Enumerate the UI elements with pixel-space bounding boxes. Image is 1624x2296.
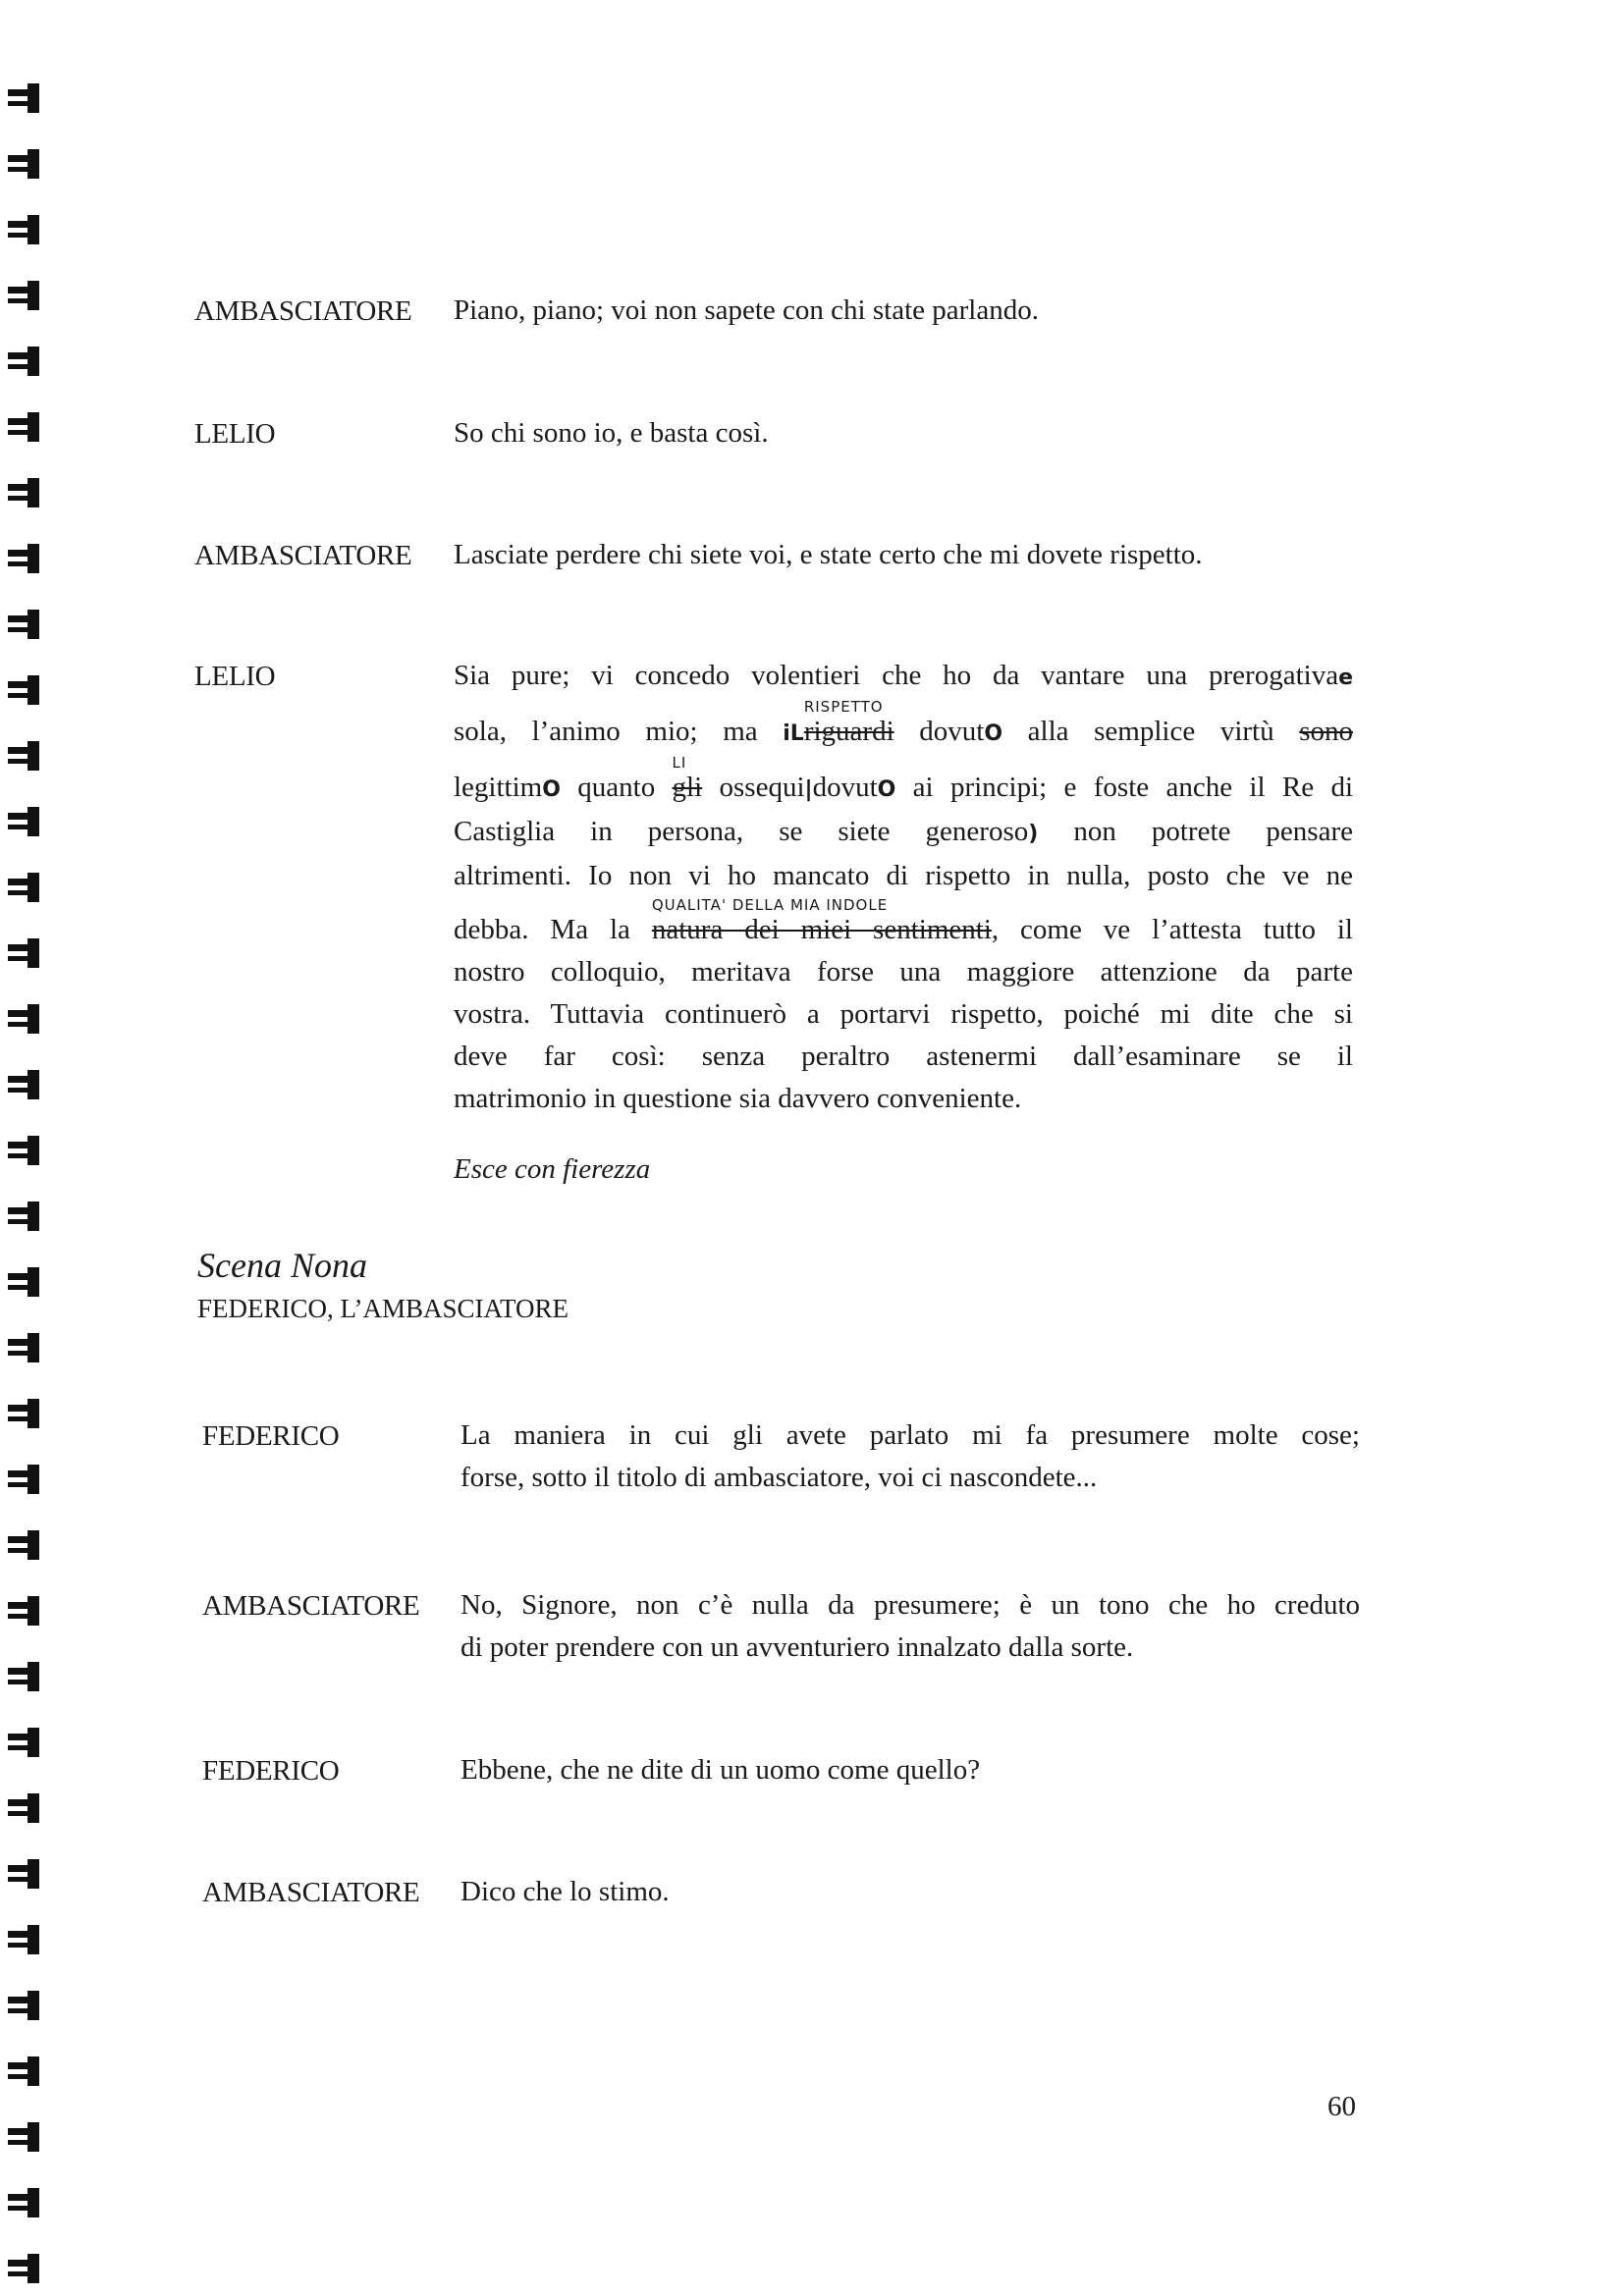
text-segment: altrimenti. Io non vi ho mancato di rispetto in nulla, posto che ve ne xyxy=(454,860,1353,891)
speech-line xyxy=(460,1457,1360,1499)
speaker-name: AMBASCIATORE xyxy=(194,295,412,327)
speech-text xyxy=(454,412,769,454)
handwritten-mark: O xyxy=(877,777,896,802)
binding-ring xyxy=(4,1662,47,1691)
speech-line xyxy=(454,699,1353,755)
handwritten-mark: iL xyxy=(783,721,804,746)
binding-ring xyxy=(4,281,47,310)
speech-line xyxy=(454,1078,1353,1120)
text-segment: Sia pure; vi concedo volentieri che ho da vantare una prerogativa xyxy=(454,660,1339,691)
stage-direction: Esce con fierezza xyxy=(454,1153,651,1185)
text-segment: So chi sono io, e basta così. xyxy=(454,417,769,449)
binding-ring xyxy=(4,741,47,771)
speech-text xyxy=(454,290,1039,332)
speaker-name: AMBASCIATORE xyxy=(202,1590,420,1622)
handwritten-mark: ) xyxy=(1028,822,1039,846)
binding-ring xyxy=(4,807,47,836)
speech-line xyxy=(454,993,1353,1036)
speech-line xyxy=(460,1415,1360,1457)
speech-text xyxy=(460,1584,1360,1669)
speech-line xyxy=(460,1749,980,1791)
binding-ring xyxy=(4,1596,47,1626)
scene-characters: FEDERICO, L’AMBASCIATORE xyxy=(197,1294,569,1323)
binding-ring xyxy=(4,83,47,113)
text-segment: Lasciate perdere chi siete voi, e state certo che mi dovete rispetto. xyxy=(454,539,1203,570)
binding-ring xyxy=(4,544,47,573)
speech-line xyxy=(460,1584,1360,1627)
binding-ring xyxy=(4,2254,47,2283)
binding-ring xyxy=(4,1859,47,1889)
page-number: 60 xyxy=(1327,2091,1356,2122)
binding-ring xyxy=(4,1004,47,1034)
speech-line xyxy=(454,897,1353,951)
text-segment: matrimonio in questione sia davvero conveniente. xyxy=(454,1083,1022,1114)
speech-line xyxy=(454,811,1353,855)
text-segment: ai principi; e foste anche il Re di xyxy=(895,772,1353,803)
speech-line xyxy=(454,412,769,454)
binding-ring xyxy=(4,938,47,968)
handwritten-annotation: RISPETTO xyxy=(803,698,884,716)
text-segment: ossequi xyxy=(702,772,805,803)
speaker-name: AMBASCIATORE xyxy=(194,540,412,571)
text-segment: No, Signore, non c’è nulla da presumere; è un tono che ho creduto xyxy=(460,1589,1360,1621)
binding-ring xyxy=(4,1201,47,1231)
binding-ring xyxy=(4,1136,47,1165)
handwritten-correction xyxy=(803,698,894,747)
text-segment: sola, l’animo mio; ma xyxy=(454,716,784,747)
binding-ring xyxy=(4,2056,47,2086)
struck-text: riguardi xyxy=(803,716,894,747)
binding-ring xyxy=(4,347,47,376)
struck-text: natura dei miei sentimenti xyxy=(651,914,992,945)
speech-line xyxy=(454,1036,1353,1078)
binding-ring xyxy=(4,2188,47,2217)
text-segment: La maniera in cui gli avete parlato mi fa presumere molte cose; xyxy=(460,1419,1360,1451)
text-segment: , come ve l’attesta tutto il xyxy=(991,914,1353,945)
text-segment: vostra. Tuttavia continuerò a portarvi rispetto, poiché mi dite che si xyxy=(454,998,1353,1030)
binding-ring xyxy=(4,2122,47,2152)
text-segment: dovut xyxy=(893,716,985,747)
text-segment: dovut xyxy=(812,772,878,803)
handwritten-annotation: LI xyxy=(672,754,687,772)
struck-text: sono xyxy=(1299,716,1354,747)
speech-line xyxy=(454,290,1039,332)
handwritten-mark: | xyxy=(804,777,813,802)
text-segment: nostro colloquio, meritava forse una maggiore attenzione da parte xyxy=(454,956,1353,988)
text-segment: di poter prendere con un avventuriero innalzato dalla sorte. xyxy=(460,1631,1134,1663)
speech-line xyxy=(460,1871,670,1913)
speech-text xyxy=(454,534,1203,576)
binding-ring xyxy=(4,1925,47,1954)
handwritten-mark: O xyxy=(984,721,1003,746)
text-segment: alla semplice virtù xyxy=(1002,716,1300,747)
handwritten-annotation: QUALITA' DELLA MIA INDOLE xyxy=(651,896,889,914)
speech-line xyxy=(454,534,1203,576)
text-segment: Castiglia in persona, se siete generoso xyxy=(454,816,1029,847)
speech-text xyxy=(454,655,1353,1120)
binding-ring xyxy=(4,215,47,244)
binding-ring xyxy=(4,1399,47,1428)
speech-text xyxy=(460,1415,1360,1499)
binding-ring xyxy=(4,1728,47,1757)
binding-ring xyxy=(4,873,47,902)
binding-ring xyxy=(4,478,47,507)
text-segment: forse, sotto il titolo di ambasciatore, voi ci nascondete... xyxy=(460,1462,1098,1493)
speech-line xyxy=(454,655,1353,699)
text-segment: Dico che lo stimo. xyxy=(460,1876,670,1907)
handwritten-correction xyxy=(672,754,703,803)
binding-ring xyxy=(4,1530,47,1560)
text-segment: quanto xyxy=(560,772,673,803)
text-segment: debba. Ma la xyxy=(454,914,652,945)
scene-title: Scena Nona xyxy=(197,1246,367,1285)
binding-ring xyxy=(4,675,47,705)
struck-text: gli xyxy=(672,772,703,803)
speech-line xyxy=(454,755,1353,811)
speaker-name: LELIO xyxy=(194,418,276,450)
speech-line xyxy=(460,1627,1360,1669)
text-segment: Ebbene, che ne dite di un uomo come quello? xyxy=(460,1754,981,1786)
binding-ring xyxy=(4,1991,47,2020)
text-segment: Piano, piano; voi non sapete con chi state parlando. xyxy=(454,294,1039,326)
binding-ring xyxy=(4,1465,47,1494)
text-segment: non potrete pensare xyxy=(1038,816,1353,847)
text-segment: legittim xyxy=(454,772,543,803)
binding-ring xyxy=(4,1793,47,1823)
binding-ring xyxy=(4,149,47,179)
binding-ring xyxy=(4,1267,47,1297)
binding-ring xyxy=(4,1070,47,1099)
binding-ring xyxy=(4,610,47,639)
speaker-name: FEDERICO xyxy=(202,1420,340,1452)
speech-line xyxy=(454,951,1353,993)
speech-text xyxy=(460,1871,670,1913)
handwritten-mark: O xyxy=(542,777,561,802)
handwritten-correction xyxy=(651,896,992,945)
speech-text xyxy=(460,1749,980,1791)
speaker-name: FEDERICO xyxy=(202,1755,340,1787)
handwritten-mark: e xyxy=(1338,666,1353,690)
text-segment: deve far così: senza peraltro astenermi dall’esaminare se il xyxy=(454,1041,1353,1072)
speaker-name: LELIO xyxy=(194,661,276,692)
speaker-name: AMBASCIATORE xyxy=(202,1877,420,1908)
speech-line xyxy=(454,855,1353,897)
binding-ring xyxy=(4,1333,47,1362)
binding-ring xyxy=(4,412,47,442)
